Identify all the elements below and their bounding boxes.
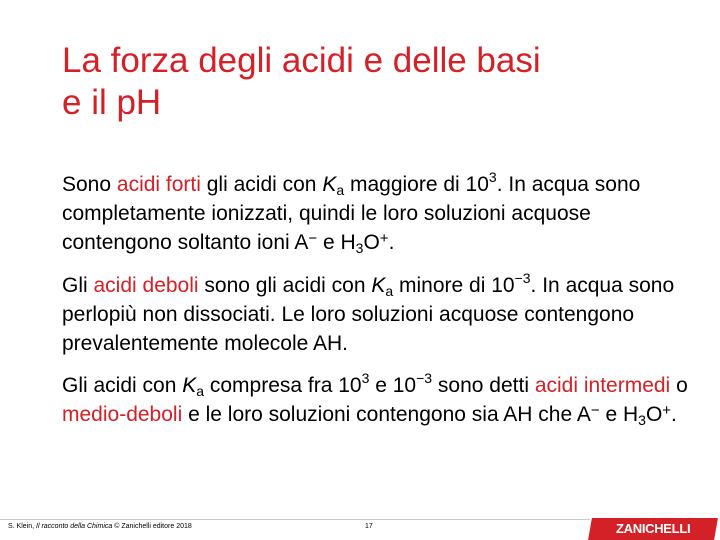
publisher-logo: ZANICHELLI — [588, 518, 718, 540]
paragraph-strong-acids: Sono acidi forti gli acidi con $K_a$ maggiore di $10^3$. In acqua sono completamente ionizzati, quindi le loro soluzioni acquose contengono soltanto ioni A− e $H_3O^+$. — [62, 169, 641, 256]
footer-credit: S. Klein, Il racconto della Chimica © Zanichelli editore 2018 — [8, 523, 192, 530]
slide-title-line2: e il pH — [62, 83, 162, 122]
slide-title — [62, 40, 682, 124]
ka-symbol: K — [182, 374, 197, 397]
book-title: Il racconto della Chimica — [36, 523, 113, 530]
term-weak-acids: acidi deboli — [93, 274, 199, 297]
term-strong-acids: acidi forti — [116, 173, 201, 196]
slide-title-line1: La forza degli acidi e delle basi — [62, 41, 541, 80]
term-intermediate-acids: acidi intermedi — [534, 374, 671, 397]
page-number: 17 — [365, 523, 373, 530]
paragraph-weak-acids: Gli acidi deboli sono gli acidi con $K_a$ minore di $10^{-3}$. In acqua sono perlopiù non dissociati. Le loro soluzioni acquose contengono prevalentemente molecole AH. — [62, 270, 675, 355]
term-medium-weak-acids: medio-deboli — [62, 403, 183, 426]
ka-symbol: K — [371, 274, 386, 297]
paragraph-intermediate-acids: Gli acidi con $K_a$ compresa fra $10^3$ e $10^{-3}$ sono detti acidi intermedi o medio-deboli e le loro soluzioni contengono sia AH che A− e $H_3O^+$. — [62, 370, 688, 428]
footer-divider — [0, 519, 590, 520]
ka-symbol: K — [322, 173, 337, 196]
